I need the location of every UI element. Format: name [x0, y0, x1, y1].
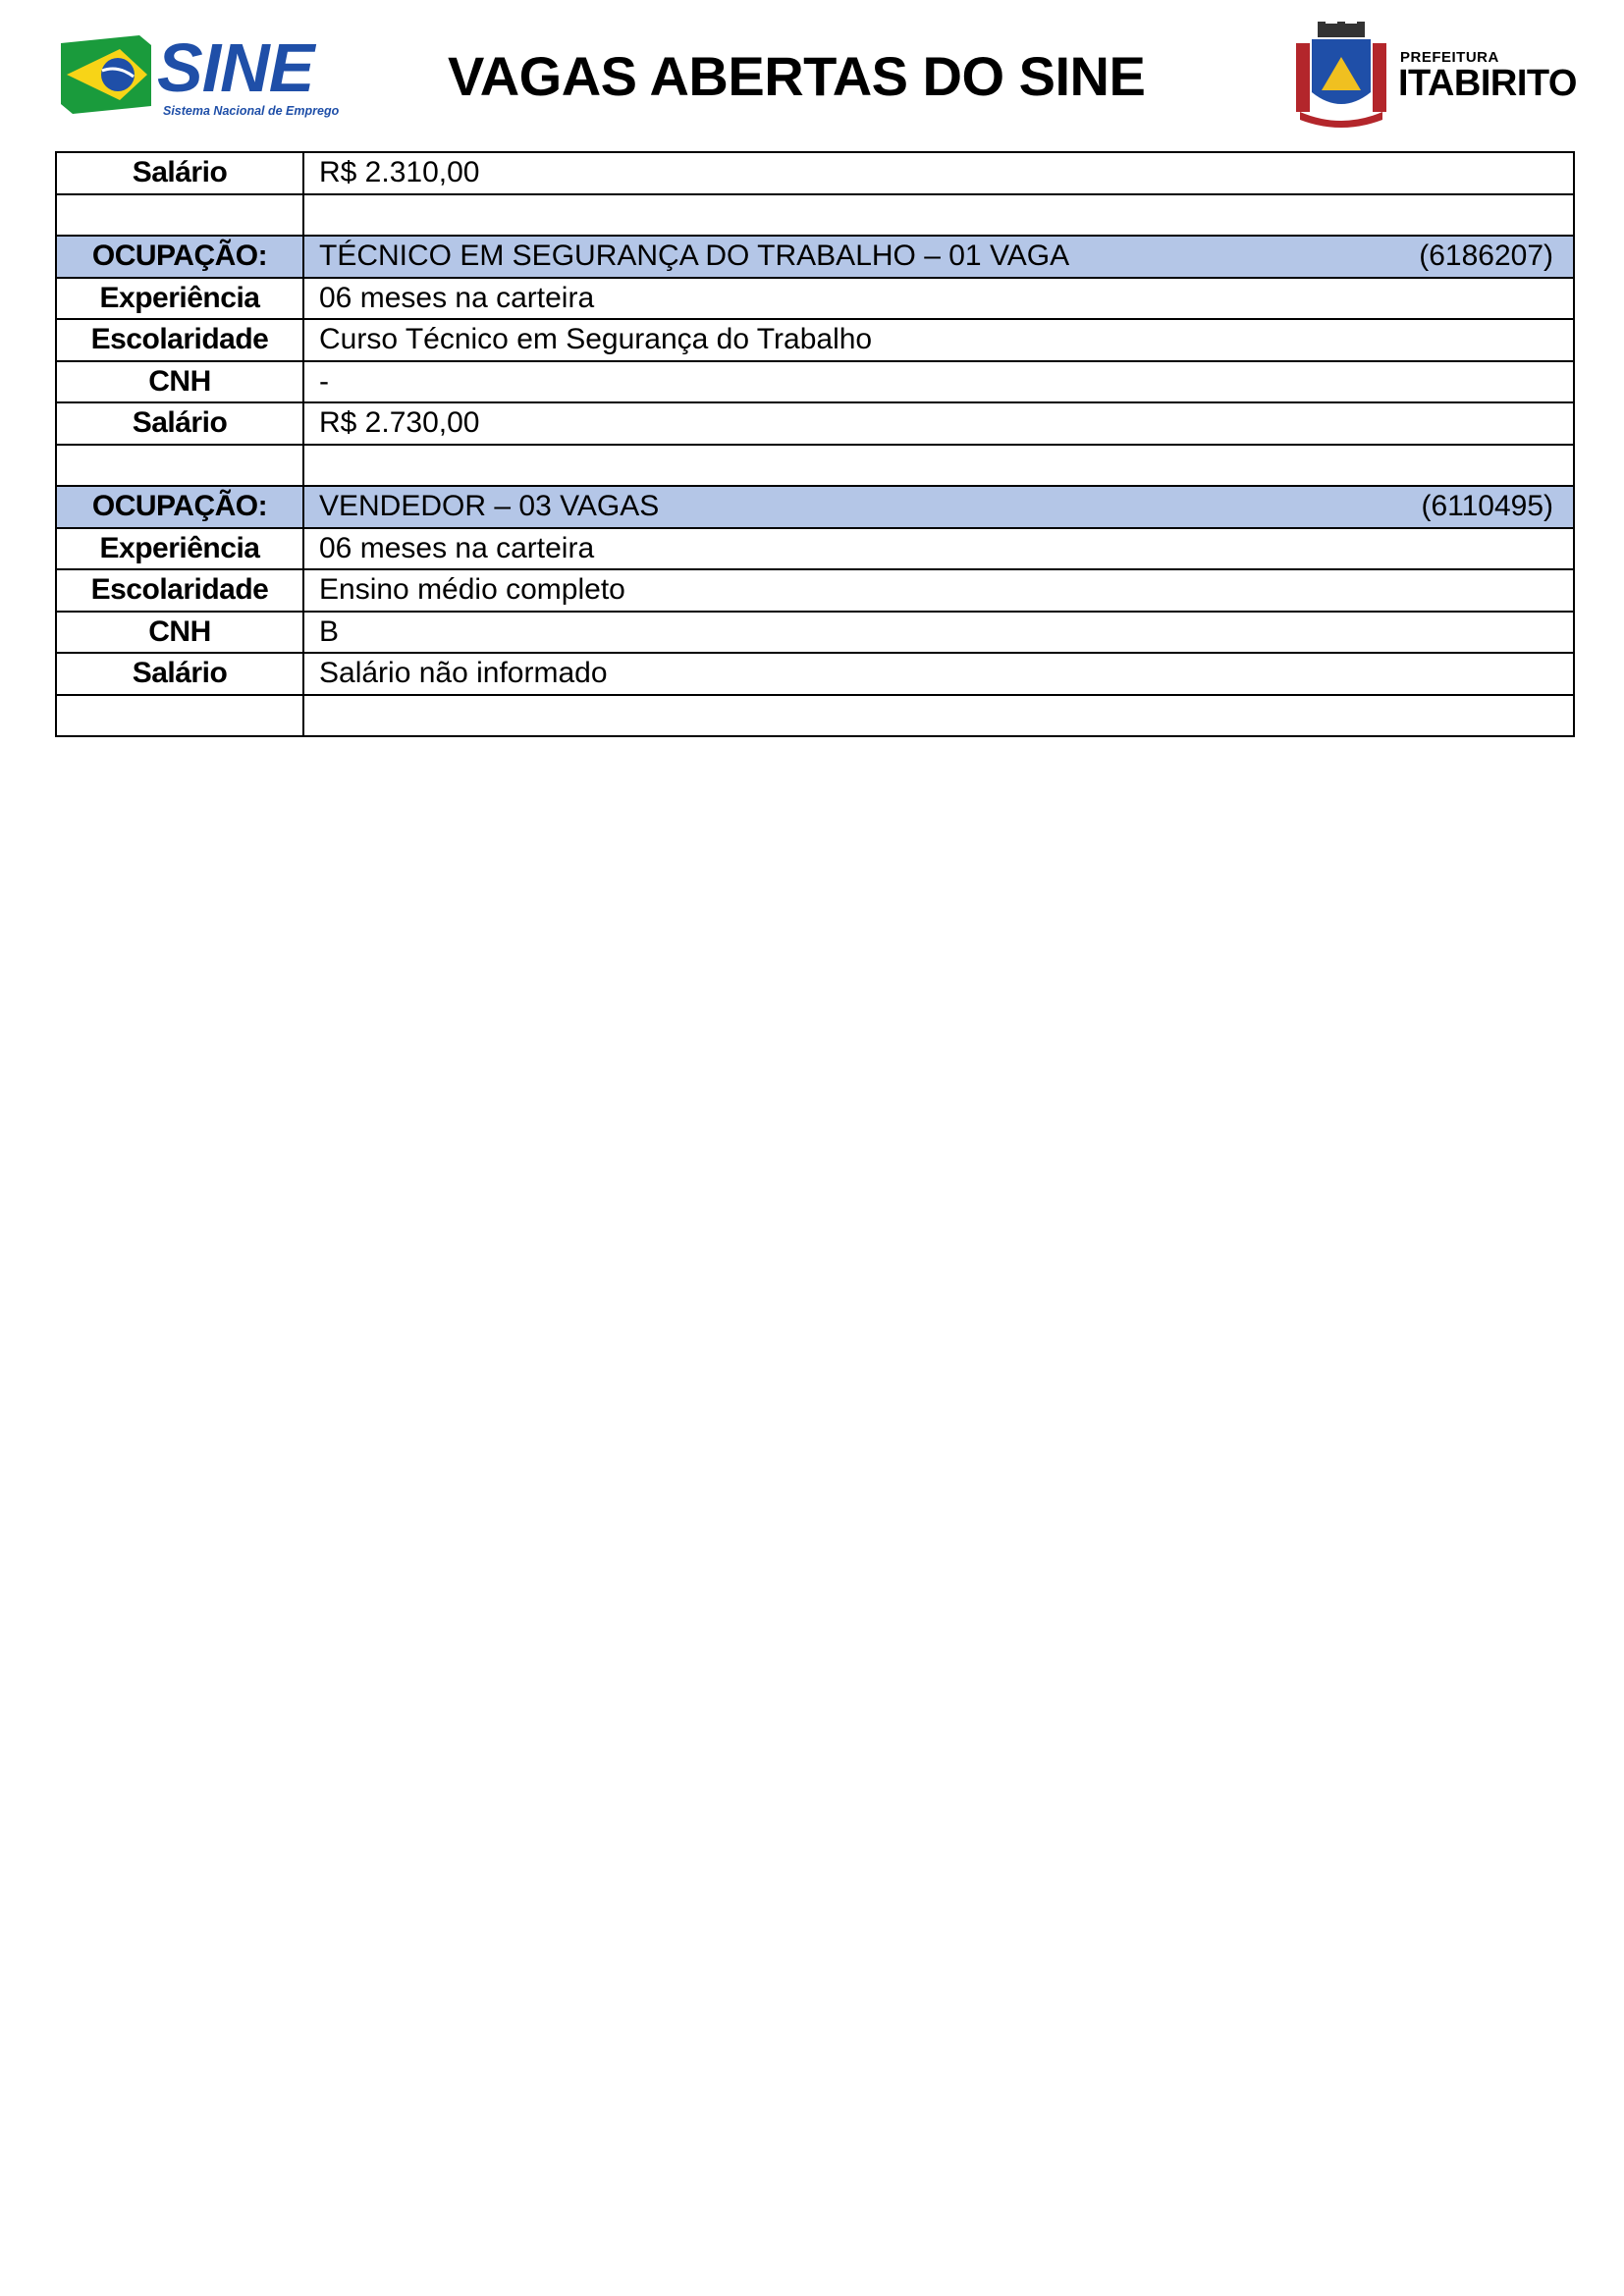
- row-value: Ensino médio completo: [303, 569, 1574, 612]
- table-row: [56, 402, 1574, 445]
- coat-of-arms-icon: [1292, 22, 1390, 130]
- row-label: CNH: [56, 612, 303, 654]
- table-row: [56, 653, 1574, 695]
- table-row: [56, 194, 1574, 237]
- occupation-row: [56, 236, 1574, 278]
- row-label: Salário: [56, 152, 303, 194]
- occupation-label: OCUPAÇÃO:: [56, 236, 303, 278]
- page-header: [0, 0, 1624, 147]
- row-value: B: [303, 612, 1574, 654]
- row-label: CNH: [56, 361, 303, 403]
- table-row: [56, 695, 1574, 737]
- occupation-code: (6186207): [1419, 240, 1553, 273]
- table-row: [56, 278, 1574, 320]
- row-label: Salário: [56, 653, 303, 695]
- page-title: VAGAS ABERTAS DO SINE: [448, 45, 1146, 107]
- table-row: [56, 319, 1574, 361]
- occupation-title: TÉCNICO EM SEGURANÇA DO TRABALHO – 01 VAGA: [319, 240, 1070, 273]
- table-row: [56, 152, 1574, 194]
- occupation-title: VENDEDOR – 03 VAGAS: [319, 490, 660, 523]
- row-label: Escolaridade: [56, 569, 303, 612]
- table-row: [56, 528, 1574, 570]
- sine-wordmark: SINE: [157, 29, 314, 106]
- row-label: [56, 194, 303, 237]
- row-value: R$ 2.730,00: [303, 402, 1574, 445]
- occupation-value: [303, 486, 1574, 528]
- occupation-code: (6110495): [1421, 490, 1553, 523]
- row-value: Curso Técnico em Segurança do Trabalho: [303, 319, 1574, 361]
- row-value: [303, 695, 1574, 737]
- sine-logo: [61, 29, 346, 123]
- row-label: [56, 445, 303, 487]
- table-row: [56, 612, 1574, 654]
- row-value: Salário não informado: [303, 653, 1574, 695]
- occupation-row: [56, 486, 1574, 528]
- sine-subtitle: Sistema Nacional de Emprego: [163, 104, 340, 118]
- job-openings-table: [55, 151, 1575, 737]
- prefeitura-logo: [1292, 22, 1577, 130]
- row-value: 06 meses na carteira: [303, 528, 1574, 570]
- prefeitura-label: PREFEITURA: [1400, 49, 1499, 66]
- brazil-flag-icon: [61, 35, 151, 114]
- row-label: Experiência: [56, 528, 303, 570]
- table-row: [56, 445, 1574, 487]
- row-label: Escolaridade: [56, 319, 303, 361]
- row-label: [56, 695, 303, 737]
- row-value: [303, 445, 1574, 487]
- row-value: 06 meses na carteira: [303, 278, 1574, 320]
- row-value: -: [303, 361, 1574, 403]
- row-label: Salário: [56, 402, 303, 445]
- table-row: [56, 361, 1574, 403]
- row-value: [303, 194, 1574, 237]
- occupation-label: OCUPAÇÃO:: [56, 486, 303, 528]
- row-label: Experiência: [56, 278, 303, 320]
- occupation-value: [303, 236, 1574, 278]
- city-name: ITABIRITO: [1398, 63, 1577, 104]
- table-row: [56, 569, 1574, 612]
- row-value: R$ 2.310,00: [303, 152, 1574, 194]
